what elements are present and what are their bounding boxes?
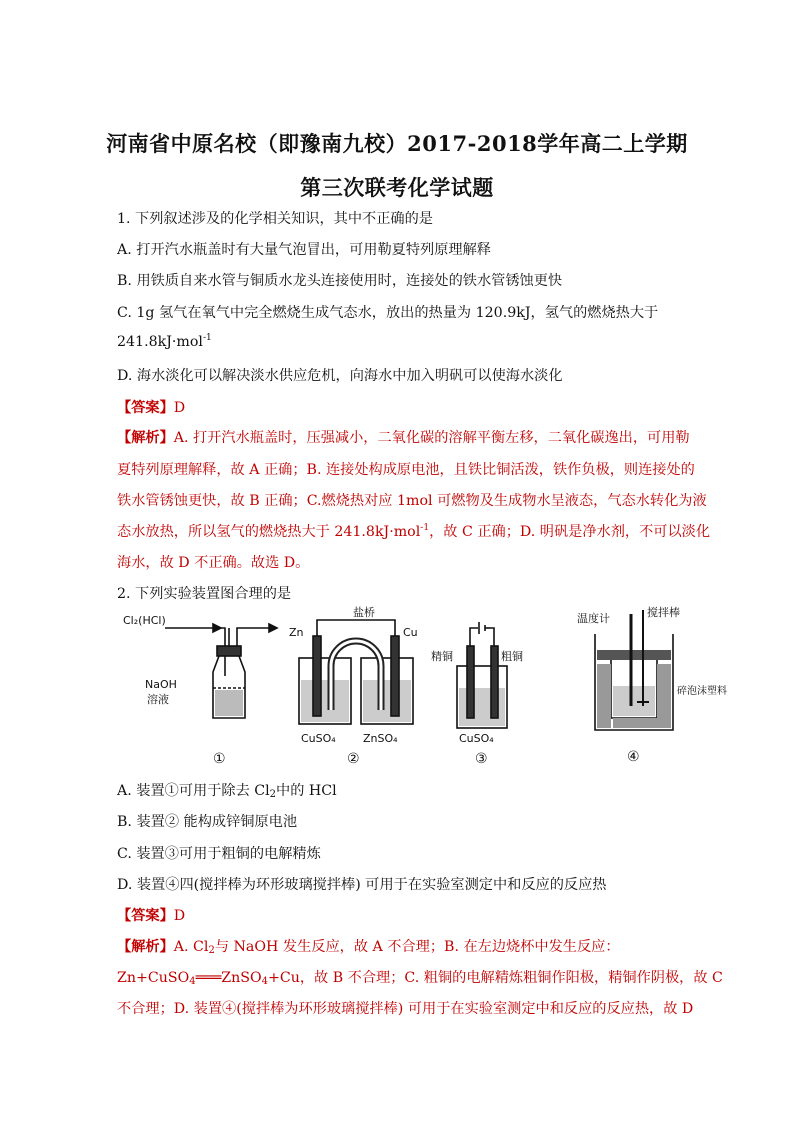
label-n3: ③	[475, 751, 488, 767]
foam-left	[597, 664, 611, 728]
label-n2: ②	[347, 751, 360, 767]
q2-an2-sub1: 4	[189, 976, 196, 987]
q1-analysis-line4	[117, 521, 710, 541]
q2-an2-a: Zn+CuSO	[117, 970, 190, 986]
q1-analysis-4sup: -1	[420, 523, 430, 533]
apparatus-1	[165, 624, 277, 718]
q1-option-c-line2	[117, 334, 212, 350]
q2-analysis-label: 【解析】	[117, 939, 174, 955]
label-stirrer: 搅拌棒	[647, 606, 680, 619]
q1-stem: 1. 下列叙述涉及的化学相关知识，其中不正确的是	[117, 211, 433, 227]
foam-bottom	[613, 718, 657, 728]
label-foam: 碎泡沫塑料	[677, 686, 727, 697]
q2-an2-c: +Cu，故 B 不合理；C. 粗铜的电解精炼粗铜作阳极，精铜作阴极，故 C	[267, 970, 723, 986]
label-naoh: NaOH	[145, 678, 177, 691]
doc-title-line2: 第三次联考化学试题	[300, 175, 494, 200]
q1-analysis-line3: 铁水管锈蚀更快，故 B 正确；C.燃烧热对应 1mol 可燃物及生成物水呈液态，气态水转化为液	[117, 493, 707, 509]
zn-electrode	[313, 636, 321, 716]
apparatus-figure	[117, 606, 727, 768]
wire-3	[470, 628, 494, 646]
q1-analysis-line1	[117, 427, 690, 447]
label-znso4: ZnSO₄	[363, 732, 398, 745]
q2-a-sub: 2	[269, 789, 277, 800]
q1-option-c-line1: C. 1g 氢气在氧气中完全燃烧生成气态水，放出的热量为 120.9kJ，氢气的燃烧热大于	[117, 305, 659, 321]
q1-option-a: A. 打开汽水瓶盖时有大量气泡冒出，可用勒夏特列原理解释	[117, 242, 491, 258]
q1-c2-sup: -1	[202, 333, 212, 343]
label-solution: 溶液	[147, 693, 169, 706]
q1-analysis-4a: 态水放热，所以氢气的燃烧热大于 241.8kJ·mol	[117, 524, 421, 540]
q2-an1-sub: 2	[208, 945, 215, 956]
label-salt-bridge: 盐桥	[353, 606, 375, 619]
label-thermometer: 温度计	[577, 612, 610, 625]
label-n4: ④	[627, 749, 640, 765]
apparatus-2	[299, 620, 413, 724]
q2-option-b: B. 装置② 能构成锌铜原电池	[117, 814, 298, 830]
bottle-stopper	[217, 646, 241, 656]
q1-analysis-line2: 夏特列原理解释，故 A 正确；B. 连接处构成原电池，且铁比铜活泼，铁作负极，则连接处的	[117, 462, 695, 478]
label-cuso4-3: CuSO₄	[459, 732, 494, 745]
q2-answer-value: D	[173, 908, 186, 924]
q1-c2-text: 241.8kJ·mol	[117, 334, 203, 350]
q1-analysis-4b: ，故 C 正确；D. 明矾是净水剂，不可以淡化	[429, 524, 711, 540]
apparatus-4	[595, 610, 673, 730]
q1-answer-label: 【答案】	[117, 400, 174, 416]
q2-analysis-line3: 不合理；D. 装置④(搅拌棒为环形玻璃搅拌棒) 可用于在实验室测定中和反应的反应热，故 D	[117, 1001, 694, 1017]
q2-stem: 2. 下列实验装置图合理的是	[117, 586, 292, 602]
q2-analysis-line1	[117, 936, 620, 956]
q2-answer-label: 【答案】	[117, 908, 174, 924]
q2-analysis-line2	[117, 967, 723, 987]
cu-electrode	[391, 636, 399, 716]
wire-2	[317, 620, 395, 636]
q2-option-a	[117, 780, 337, 800]
q1-analysis-label: 【解析】	[117, 430, 174, 446]
pure-cu-electrode	[467, 646, 474, 718]
label-cu: Cu	[403, 626, 418, 639]
label-n1: ①	[213, 751, 226, 767]
label-zn: Zn	[289, 626, 304, 639]
crude-cu-electrode	[491, 646, 498, 718]
lid	[597, 650, 671, 660]
q2-an2-b: ═══ZnSO	[195, 970, 262, 986]
doc-title-line1: 河南省中原名校（即豫南九校）2017-2018学年高二上学期	[106, 131, 688, 156]
q1-analysis-line5: 海水，故 D 不正确。故选 D。	[117, 555, 310, 571]
q2-answer	[117, 905, 185, 925]
q2-option-d: D. 装置④四(搅拌棒为环形玻璃搅拌棒) 可用于在实验室测定中和反应的反应热	[117, 877, 607, 893]
apparatus-3	[457, 622, 507, 728]
q1-answer	[117, 397, 185, 417]
q1-option-d: D. 海水淡化可以解决淡水供应危机，向海水中加入明矾可以使海水淡化	[117, 368, 563, 384]
inlet-arrow-head	[213, 624, 221, 632]
q1-answer-value: D	[173, 400, 186, 416]
foam-right	[657, 664, 671, 728]
label-gas: Cl₂(HCl)	[123, 614, 166, 627]
q2-an1-pre: A. Cl	[173, 939, 209, 955]
q2-a-post: 中的 HCl	[276, 783, 337, 799]
q1-option-b: B. 用铁质自来水管与铜质水龙头连接使用时，连接处的铁水管锈蚀更快	[117, 273, 563, 289]
q2-an1-post: 与 NaOH 发生反应，故 A 不合理；B. 在左边烧杯中发生反应：	[214, 939, 620, 955]
q2-a-pre: A. 装置①可用于除去 Cl	[117, 783, 270, 799]
label-crude-cu: 粗铜	[501, 650, 523, 663]
q2-an2-sub2: 4	[261, 976, 268, 987]
q1-analysis-text1: A. 打开汽水瓶盖时，压强减小，二氧化碳的溶解平衡左移，二氧化碳逸出，可用勒	[173, 430, 690, 446]
label-pure-cu: 精铜	[431, 650, 453, 663]
label-cuso4-2: CuSO₄	[301, 732, 336, 745]
q2-option-c: C. 装置③可用于粗铜的电解精炼	[117, 846, 321, 862]
